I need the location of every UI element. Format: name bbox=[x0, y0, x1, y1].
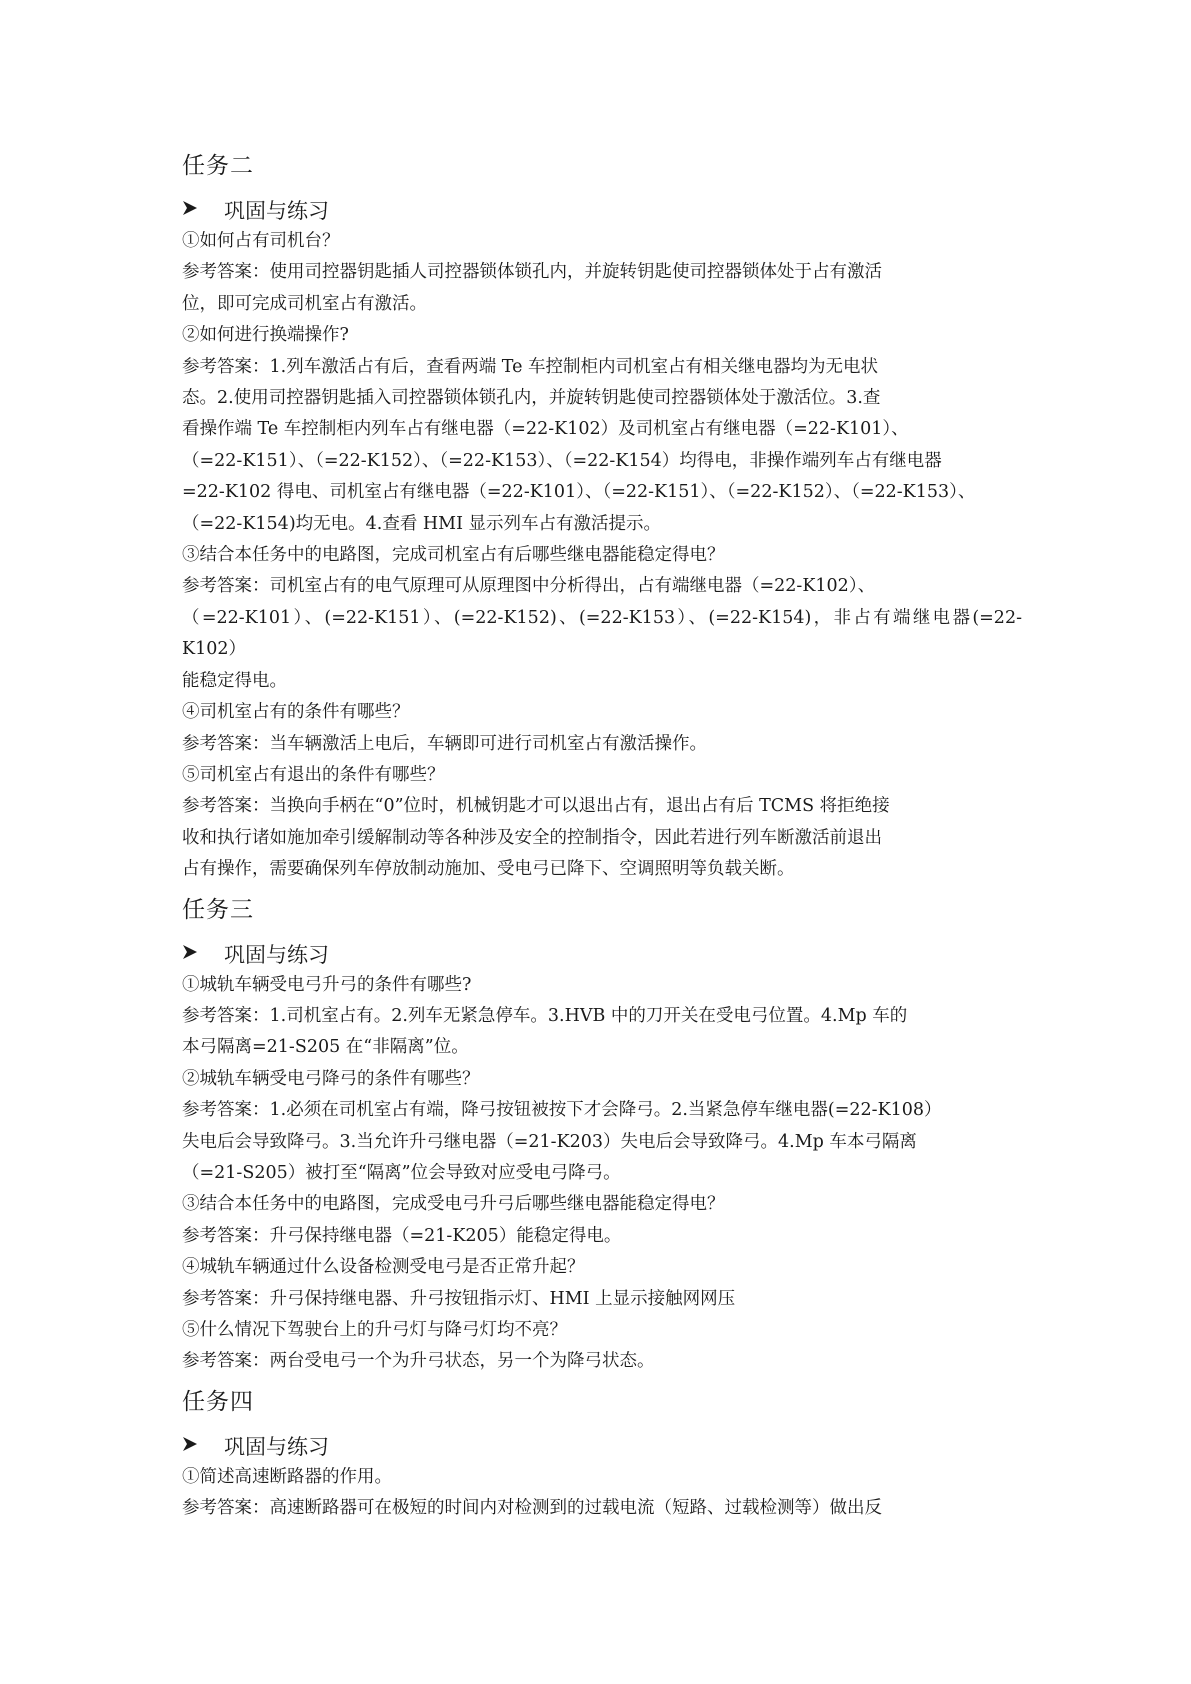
text-line: 位，即可完成司机室占有激活。 bbox=[182, 293, 427, 314]
text-line: ④司机室占有的条件有哪些？ bbox=[182, 702, 410, 723]
text-line: 能稳定得电。 bbox=[182, 670, 287, 691]
text-line: ⑤司机室占有退出的条件有哪些？ bbox=[182, 764, 445, 785]
text-line: 参考答案：两台受电弓一个为升弓状态，另一个为降弓状态。 bbox=[182, 1351, 655, 1372]
text-line: 参考答案：1.必须在司机室占有端，降弓按钮被按下才会降弓。2.当紧急停车继电器(=22-K108） bbox=[182, 1100, 942, 1121]
section-heading-label: 巩固与练习 bbox=[224, 199, 329, 223]
text-line: 占有操作，需要确保列车停放制动施加、受电弓已降下、空调照明等负载关断。 bbox=[182, 859, 795, 880]
text-line: （=22-K151）、（=22-K152）、（=22-K153）、（=22-K154）均得电，非操作端列车占有继电器 bbox=[182, 450, 942, 471]
text-line: ⑤什么情况下驾驶台上的升弓灯与降弓灯均不亮？ bbox=[182, 1320, 567, 1340]
text-line: （=21-S205）被打至“隔离”位会导致对应受电弓降弓。 bbox=[182, 1162, 621, 1183]
document-page bbox=[182, 150, 1022, 1533]
text-line: 参考答案：司机室占有的电气原理可从原理图中分析得出，占有端继电器（=22-K102）、 bbox=[182, 576, 876, 597]
text-line: ②城轨车辆受电弓降弓的条件有哪些？ bbox=[182, 1068, 480, 1089]
text-line: ①简述高速断路器的作用。 bbox=[182, 1466, 392, 1487]
text-line: 参考答案：升弓保持继电器（=21-K205）能稳定得电。 bbox=[182, 1225, 622, 1246]
text-line: ①城轨车辆受电弓升弓的条件有哪些? bbox=[182, 974, 472, 995]
text-line: ①如何占有司机台？ bbox=[182, 231, 340, 251]
section-heading bbox=[182, 1432, 1022, 1462]
task-section bbox=[182, 1386, 1022, 1525]
text-line: 参考答案：升弓保持继电器、升弓按钮指示灯、HMI 上显示接触网网压 bbox=[182, 1288, 736, 1309]
section-heading bbox=[182, 196, 1022, 226]
text-line: 参考答案：当车辆激活上电后，车辆即可进行司机室占有激活操作。 bbox=[182, 733, 707, 754]
text-line: 收和执行诸如施加牵引缓解制动等各种涉及安全的控制指令，因此若进行列车断激活前退出 bbox=[182, 827, 882, 848]
text-line: 参考答案：1.司机室占有。2.列车无紧急停车。3.HVB 中的刀开关在受电弓位置。4.Mp 车的 bbox=[182, 1005, 908, 1026]
text-line: ③结合本任务中的电路图，完成受电弓升弓后哪些继电器能稳定得电？ bbox=[182, 1194, 725, 1215]
text-line: ③结合本任务中的电路图，完成司机室占有后哪些继电器能稳定得电？ bbox=[182, 545, 725, 566]
task-title: 任务四 bbox=[182, 1388, 254, 1415]
task-section bbox=[182, 150, 1022, 886]
task-title: 任务二 bbox=[182, 153, 254, 179]
section-heading bbox=[182, 940, 1022, 970]
text-line: 参考答案：使用司控器钥匙插人司控器锁体锁孔内，并旋转钥匙使司控器锁体处于占有激活 bbox=[182, 262, 882, 283]
text-line: 看操作端 Te 车控制柜内列车占有继电器（=22-K102）及司机室占有继电器（=22-K101）、 bbox=[182, 419, 909, 440]
text-line: 本弓隔离=21-S205 在“非隔离”位。 bbox=[182, 1037, 469, 1058]
task-title: 任务三 bbox=[182, 896, 254, 923]
arrowhead-bullet-icon bbox=[182, 1432, 224, 1462]
text-line: ④城轨车辆通过什么设备检测受电弓是否正常升起？ bbox=[182, 1257, 585, 1278]
text-line: 参考答案：1.列车激活占有后，查看两端 Te 车控制柜内司机室占有相关继电器均为无电状 bbox=[182, 356, 878, 377]
arrowhead-bullet-icon bbox=[182, 940, 224, 970]
text-line: 参考答案：高速断路器可在极短的时间内对检测到的过载电流（短路、过载检测等）做出反 bbox=[182, 1498, 882, 1519]
text-line: =22-K102 得电、司机室占有继电器（=22-K101）、（=22-K151）、（=22-K152）、（=22-K153）、 bbox=[182, 482, 976, 503]
section-heading-label: 巩固与练习 bbox=[224, 942, 329, 967]
task-section bbox=[182, 894, 1022, 1378]
text-line: 参考答案：当换向手柄在“0”位时，机械钥匙才可以退出占有，退出占有后 TCMS 将拒绝接 bbox=[182, 796, 890, 817]
text-line: 失电后会导致降弓。3.当允许升弓继电器（=21-K203）失电后会导致降弓。4.Mp 车本弓隔离 bbox=[182, 1131, 917, 1152]
section-heading-label: 巩固与练习 bbox=[224, 1434, 329, 1459]
text-line: ②如何进行换端操作? bbox=[182, 325, 349, 346]
text-line: 态。2.使用司控器钥匙插入司控器锁体锁孔内，并旋转钥匙使司控器锁体处于激活位。3.查 bbox=[182, 388, 881, 409]
arrowhead-bullet-icon bbox=[182, 196, 224, 226]
text-line: （=22-K101）、(=22-K151）、(=22-K152)、(=22-K153）、(=22-K154)，非占有端继电器(=22-K102） bbox=[182, 607, 1022, 660]
text-line: （=22-K154)均无电。4.查看 HMI 显示列车占有激活提示。 bbox=[182, 513, 662, 534]
